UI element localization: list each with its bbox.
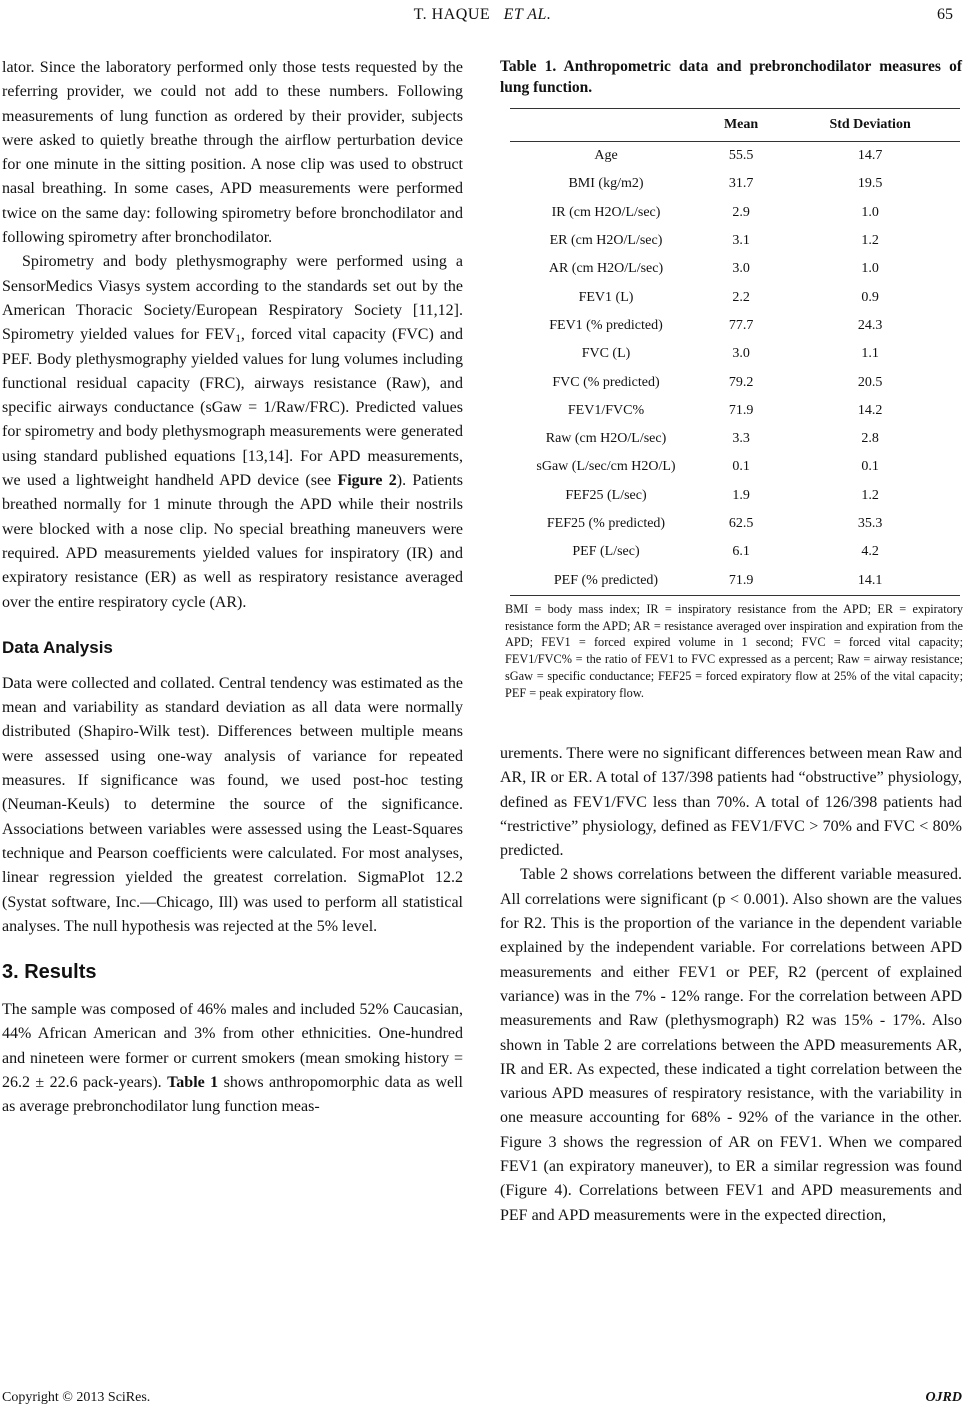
table-cell-sd: 1.0 xyxy=(861,204,879,220)
table-cell-sd: 1.1 xyxy=(861,346,879,362)
table-cell-mean: 3.0 xyxy=(732,346,750,362)
table-row xyxy=(510,142,960,171)
table-cell-mean: 31.7 xyxy=(728,176,754,192)
table-cell-sd: 1.0 xyxy=(861,261,879,277)
table-row xyxy=(510,199,960,227)
table-cell-label: FEV1/FVC% xyxy=(567,402,645,418)
table-header-blank xyxy=(510,109,702,142)
table-cell-mean: 77.7 xyxy=(728,317,754,333)
table-row xyxy=(510,482,960,510)
heading-data-analysis: Data Analysis xyxy=(2,637,113,657)
table-cell-label: Age xyxy=(594,148,618,164)
table-cell-label: AR (cm H2O/L/sec) xyxy=(548,261,664,277)
table-cell-label: FVC (L) xyxy=(581,346,631,362)
heading-results: 3. Results xyxy=(2,961,97,984)
page-footer xyxy=(2,1390,962,1406)
table-cell-mean: 0.1 xyxy=(732,459,750,475)
table-cell-label: FEF25 (% predicted) xyxy=(546,516,666,531)
table-cell-label: PEF (L/sec) xyxy=(572,544,640,560)
running-header xyxy=(0,6,965,28)
paragraph-correlations: Table 2 shows correlations between the different variable measured. All correlations were significant (p < 0.001). Also shown are the values for R2. This is the proportion of the variance in the dependent variable explained by the independent variable. For correlations between APD measurements and either FEV1 or PEF, R2 (percent of explained variance) was in the 7% - 12% range. For the correlation between APD measurements and Raw (plethysmograph) R2 was 15% - 17%. Also shown in Table 2 are correlations between the APD measurements AR, IR and ER. As expected, these indicated a tight correlation between the various APD measures of respiratory resistance, with the variability in one measure accounting for 68% - 92% of the variance in the other. Figure 3 shows the regression of AR on FEV1. When we compared FEV1 (an expiratory maneuver), to ER a similar regression was found (Figure 4). Correlations between FEV1 and APD measurements and PEF and APD measurements were in the expected direction, xyxy=(500,866,962,1224)
table1 xyxy=(510,108,960,596)
table-cell-mean: 3.1 xyxy=(732,233,750,249)
table-cell-label: FVC (% predicted) xyxy=(552,374,660,390)
table-cell-label: sGaw (L/sec/cm H2O/L) xyxy=(536,459,676,475)
table1-note: BMI = body mass index; IR = inspiratory resistance from the APD; ER = expiratory resistance form the APD; AR = resistance averaged over inspiration and expiration from the APD; FEV1 = forced expired volume in 1 second; FVC = forced vital capacity; FEV1/FVC% = the ratio of FEV1 to FVC expressed as a percent; Raw = airway resistance; sGaw = specific conductance; FEF25 = forced expiratory flow at 25% of the vital capacity; PEF = peak expiratory flow. xyxy=(505,602,963,700)
table-row xyxy=(510,170,960,198)
table-cell-label: ER (cm H2O/L/sec) xyxy=(549,233,663,249)
table-row xyxy=(510,283,960,311)
table-row xyxy=(510,453,960,481)
table-row xyxy=(510,227,960,255)
table1-body xyxy=(510,142,960,596)
table-cell-mean: 2.9 xyxy=(732,204,750,220)
table-row xyxy=(510,340,960,368)
table-cell-mean: 6.1 xyxy=(732,544,750,560)
page-number: 65 xyxy=(937,6,953,23)
table-header-row xyxy=(510,109,960,142)
table-cell-sd: 35.3 xyxy=(857,516,883,531)
table-cell-mean: 2.2 xyxy=(732,289,750,305)
paragraph-method-cont: lator. Since the laboratory performed only those tests requested by the referring provider, we could not add to these numbers. Following measurements of lung function as ordered by their provider, subjects were asked to quietly breathe through the airflow perturbation device for one minute in the sitting position. A nose clip was used to obstruct nasal breathing. In some cases, APD measurements were performed twice on the same day: following spirometry before bronchodilator and following spirometry after bronchodilator. xyxy=(2,59,463,247)
table-cell-mean: 62.5 xyxy=(728,516,754,531)
table-row xyxy=(510,312,960,340)
table-cell-mean: 3.0 xyxy=(732,261,750,277)
paragraph-data-analysis: Data were collected and collated. Central tendency was estimated as the mean and variability as standard deviation as all data were normally distributed (Shapiro-Wilk test). Differences between multiple means were assessed using one-way analysis of variance for repeated measures. If significance was found, we used post-hoc testing (Neuman-Keuls) to determine the source of the significance. Associations between variables were assessed using the Least-Squares technique and Pearson coefficients were calculated. For most analyses, linear regression yielded the greatest correlation. SigmaPlot 12.2 (Systat software, Inc.—Chicago, Ill) was used to perform all statistical analyses. The null hypothesis was rejected at the 5% level. xyxy=(2,674,463,935)
paragraph-results: The sample was composed of 46% males and included 52% Caucasian, 44% African American and 3% from other ethnicities. One-hundred and nineteen were former or current smokers (mean smoking history = 26.2 ± 22.6 pack-years). Table 1 shows anthropomorphic data as well as average prebronchodilator lung function meas- xyxy=(2,1001,464,1116)
copyright: Copyright © 2013 SciRes. xyxy=(2,1390,151,1405)
table-cell-mean: 1.9 xyxy=(732,487,750,503)
table1-caption: Table 1. Anthropometric data and prebronchodilator measures of lung function. xyxy=(500,58,962,96)
table-cell-label: BMI (kg/m2) xyxy=(568,176,644,192)
table-cell-sd: 14.7 xyxy=(857,148,883,164)
table-cell-label: IR (cm H2O/L/sec) xyxy=(551,204,661,220)
table-cell-sd: 14.2 xyxy=(857,402,883,418)
running-title: T. HAQUE ET AL. xyxy=(413,6,552,23)
table-header-sd: Std Deviation xyxy=(829,117,911,132)
table-header-mean: Mean xyxy=(723,117,759,132)
table-cell-sd: 19.5 xyxy=(857,176,883,192)
table-cell-sd: 4.2 xyxy=(861,544,879,560)
table-cell-mean: 71.9 xyxy=(728,572,754,588)
table-row xyxy=(510,397,960,425)
table-cell-mean: 3.3 xyxy=(732,431,750,447)
right-column xyxy=(500,56,962,1376)
table-cell-sd: 2.8 xyxy=(861,431,879,447)
left-column xyxy=(2,56,463,1120)
table-row xyxy=(510,425,960,453)
table-cell-mean: 71.9 xyxy=(728,402,754,418)
table-cell-label: FEV1 (L) xyxy=(578,289,634,305)
table-cell-label: Raw (cm H2O/L/sec) xyxy=(545,431,667,447)
table-row xyxy=(510,510,960,538)
paragraph-results-cont: urements. There were no significant differences between mean Raw and AR, IR or ER. A total of 137/398 patients had “obstructive” physiology, defined as FEV1/FVC less than 70%. A total of 126/398 patients had “restrictive” physiology, defined as FEV1/FVC > 70% and FVC < 80% predicted. xyxy=(500,745,962,860)
table-cell-sd: 14.1 xyxy=(857,572,883,588)
table-row xyxy=(510,566,960,595)
table-cell-mean: 55.5 xyxy=(728,148,754,164)
table-cell-sd: 0.9 xyxy=(861,289,879,305)
table-row xyxy=(510,255,960,283)
table-cell-sd: 1.2 xyxy=(861,233,879,249)
table-cell-label: PEF (% predicted) xyxy=(553,572,659,588)
paragraph-spirometry: Spirometry and body plethysmography were performed using a SensorMedics Viasys system according to the standards set out by the American Thoracic Society/European Respiratory Society [11,12]. Spirometry yielded values for $FEV_1$, forced vital capacity (FVC) and PEF. Body plethysmography yielded values for lung volumes including functional residual capacity (FRC), airways resistance (Raw), and specific airways conductance (sGaw = 1/Raw/FRC). Predicted values for spirometry and body plethysmograph measurements were generated using standard published equations [13,14]. For APD measurements, we used a lightweight handheld APD device (see Figure 2). Patients breathed normally for 1 minute through the APD while their nostrils were blocked with a nose clip. No special breathing maneuvers were required. APD measurements yielded values for inspiratory (IR) and expiratory resistance (ER) as well as respiratory resistance averaged over the entire respiratory cycle (AR). xyxy=(2,253,464,611)
table-cell-label: FEF25 (L/sec) xyxy=(565,487,647,503)
table-cell-sd: 24.3 xyxy=(857,317,883,333)
table-cell-sd: 0.1 xyxy=(861,459,879,475)
table-row xyxy=(510,538,960,566)
table-cell-mean: 79.2 xyxy=(728,374,754,390)
table-cell-sd: 20.5 xyxy=(857,374,883,390)
table-cell-label: FEV1 (% predicted) xyxy=(549,317,663,333)
journal-name: OJRD xyxy=(925,1390,962,1405)
table-cell-sd: 1.2 xyxy=(861,487,879,503)
table-row xyxy=(510,368,960,396)
